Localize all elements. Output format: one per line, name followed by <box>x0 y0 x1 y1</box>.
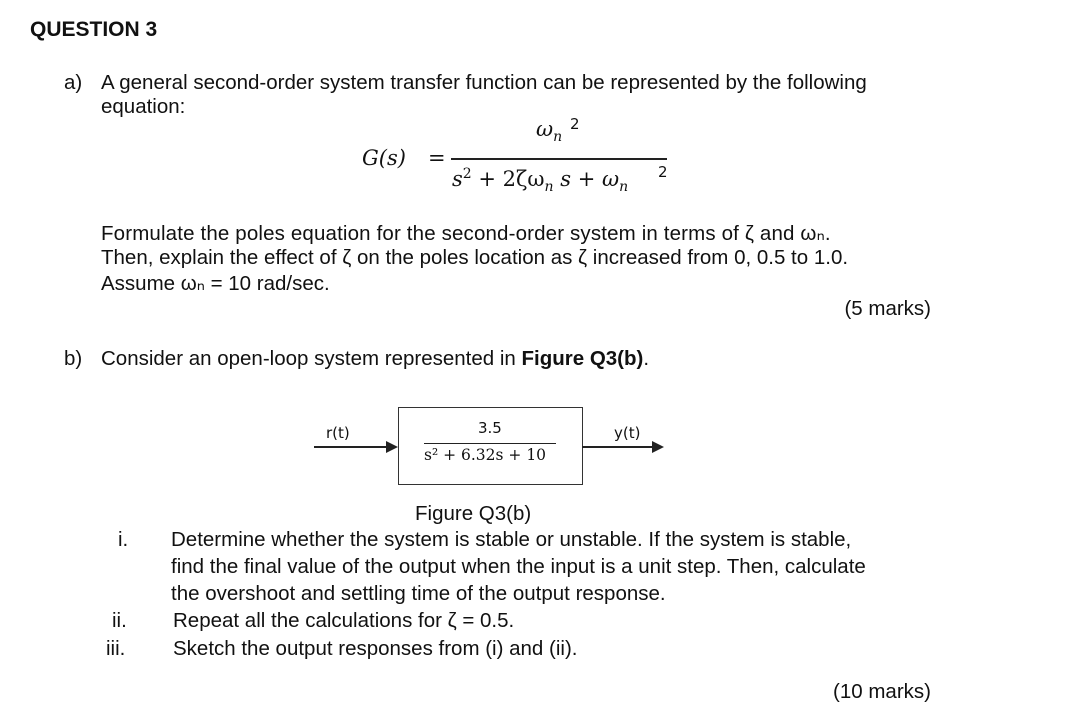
part-b-label: b) <box>64 347 83 370</box>
item-i-line2: find the final value of the output when the input is a unit step. Then, calculate <box>171 555 866 578</box>
part-a-marks: (5 marks) <box>844 297 931 320</box>
part-a-body2: Then, explain the effect of ζ on the poles location as ζ increased from 0, 0.5 to 1.0. <box>101 246 849 269</box>
part-b-marks: (10 marks) <box>833 680 931 703</box>
equation-numerator-exponent: 2 <box>570 115 580 133</box>
equation-numerator: $\omega_n$ <box>536 117 563 146</box>
item-ii-numeral: ii. <box>112 609 127 632</box>
input-arrow-line <box>314 446 388 448</box>
equation-denominator-exponent: 2 <box>658 163 668 181</box>
equation-lhs: G(s) <box>362 146 406 170</box>
item-i-numeral: i. <box>118 528 129 551</box>
equation-equals: = <box>428 146 446 170</box>
block-fraction-bar <box>424 443 556 444</box>
part-b-intro: Consider an open-loop system represented in Figure Q3(b). <box>101 347 650 370</box>
output-signal-label: y(t) <box>614 424 641 442</box>
part-a-line1: A general second-order system transfer function can be represented by the following <box>101 71 867 94</box>
figure-caption: Figure Q3(b) <box>415 502 532 525</box>
output-arrow-head <box>652 441 664 453</box>
question-title: QUESTION 3 <box>30 18 158 41</box>
equation-denominator: $s^2 + 2\zeta\omega_n$ $s + \omega_n$ <box>452 166 629 196</box>
block-denominator: s² + 6.32s + 10 <box>424 446 547 464</box>
figure-reference: Figure Q3(b) <box>521 347 644 370</box>
part-a-label: a) <box>64 71 83 94</box>
part-a-body3: Assume ωₙ = 10 rad/sec. <box>101 272 330 295</box>
part-a-body1: Formulate the poles equation for the second-order system in terms of ζ and ωₙ. <box>101 222 831 245</box>
block-numerator: 3.5 <box>478 419 502 437</box>
item-iii-line1: Sketch the output responses from (i) and (ii). <box>173 637 578 660</box>
equation-fraction-bar <box>451 158 667 160</box>
input-arrow-head <box>386 441 398 453</box>
item-ii-line1: Repeat all the calculations for ζ = 0.5. <box>173 609 515 632</box>
output-arrow-line <box>582 446 654 448</box>
input-signal-label: r(t) <box>326 424 350 442</box>
item-iii-numeral: iii. <box>106 637 126 660</box>
item-i-line1: Determine whether the system is stable or unstable. If the system is stable, <box>171 528 852 551</box>
part-a-line2: equation: <box>101 95 186 118</box>
item-i-line3: the overshoot and settling time of the output response. <box>171 582 666 605</box>
